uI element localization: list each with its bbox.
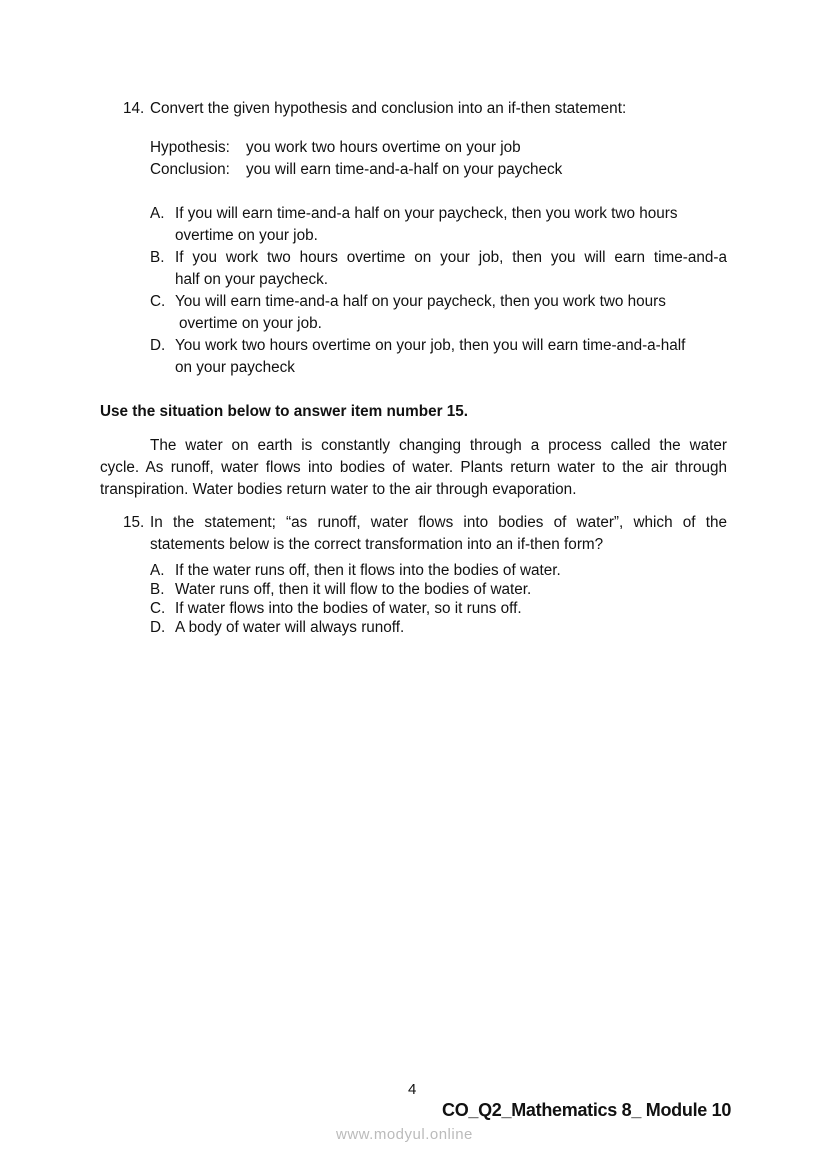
option-14-b-letter: B. — [150, 249, 165, 266]
conclusion-label: Conclusion: — [150, 161, 230, 178]
situation-line-3: transpiration. Water bodies return water to the air through evaporation. — [100, 481, 577, 498]
option-14-b: If you work two hours overtime on your job, then you will earn time-and-a — [175, 249, 727, 266]
option-14-a-letter: A. — [150, 205, 165, 222]
situation-line-2: cycle. As runoff, water flows into bodies of water. Plants return water to the air through — [100, 459, 727, 476]
question-15-line-1: In the statement; “as runoff, water flows into bodies of water”, which of the — [150, 514, 727, 531]
option-15-c-letter: C. — [150, 600, 166, 617]
option-15-c: If water flows into the bodies of water, so it runs off. — [175, 600, 522, 617]
option-15-a: If the water runs off, then it flows into the bodies of water. — [175, 562, 561, 579]
question-14-prompt: Convert the given hypothesis and conclusion into an if-then statement: — [150, 100, 627, 117]
question-15-number: 15. — [123, 514, 145, 531]
page-number: 4 — [408, 1081, 417, 1098]
option-15-d: A body of water will always runoff. — [175, 619, 405, 636]
option-15-b: Water runs off, then it will flow to the bodies of water. — [175, 581, 532, 598]
hypothesis-label: Hypothesis: — [150, 139, 230, 156]
situation-heading: Use the situation below to answer item number 15. — [100, 403, 469, 420]
option-14-d-letter: D. — [150, 337, 166, 354]
question-15-line-2: statements below is the correct transformation into an if-then form? — [150, 536, 604, 553]
option-14-b-cont: half on your paycheck. — [175, 271, 329, 288]
option-14-c: You will earn time-and-a half on your paycheck, then you work two hours — [175, 293, 666, 310]
option-14-d-cont: on your paycheck — [175, 359, 295, 376]
option-15-a-letter: A. — [150, 562, 165, 579]
conclusion-text: you will earn time-and-a-half on your paycheck — [246, 161, 563, 178]
question-14-number: 14. — [123, 100, 145, 117]
watermark: www.modyul.online — [336, 1126, 473, 1143]
option-14-a: If you will earn time-and-a half on your paycheck, then you work two hours — [175, 205, 678, 222]
option-14-c-cont: overtime on your job. — [179, 315, 322, 332]
option-14-c-letter: C. — [150, 293, 166, 310]
module-footer: CO_Q2_Mathematics 8_ Module 10 — [442, 1100, 732, 1120]
option-15-d-letter: D. — [150, 619, 166, 636]
option-14-d: You work two hours overtime on your job, then you will earn time-and-a-half — [175, 337, 686, 354]
option-15-b-letter: B. — [150, 581, 165, 598]
option-14-a-cont: overtime on your job. — [175, 227, 318, 244]
hypothesis-text: you work two hours overtime on your job — [246, 139, 521, 156]
situation-line-1: The water on earth is constantly changing through a process called the water — [150, 437, 727, 454]
